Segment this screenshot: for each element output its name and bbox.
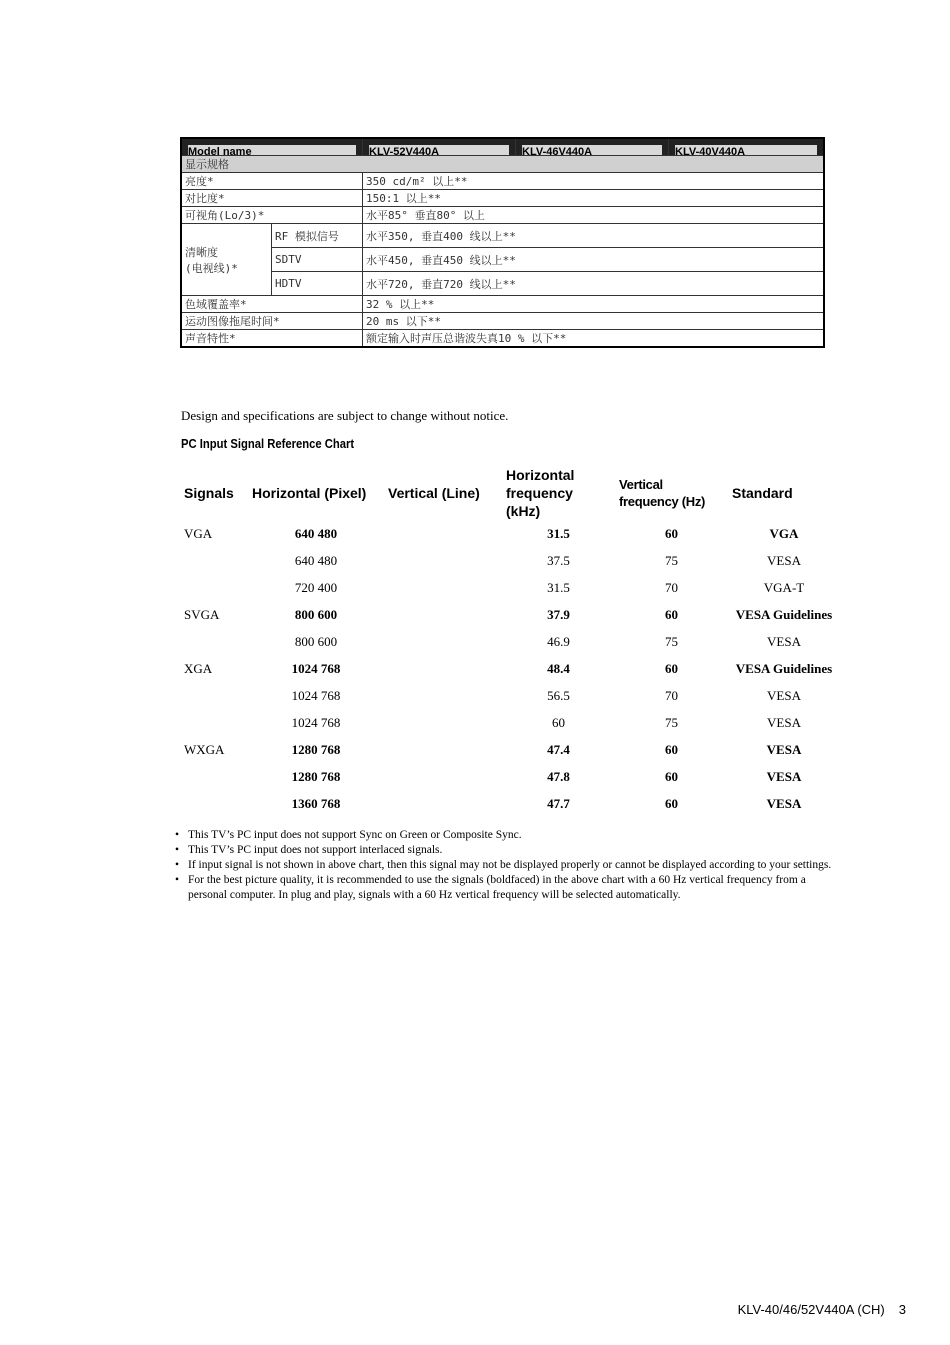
standard-cell: VESA: [766, 768, 802, 784]
spec-section-title: 显示规格: [181, 156, 824, 173]
vertical-frequency-cell: 60: [665, 768, 678, 784]
standard-cell: VESA Guidelines: [735, 606, 833, 622]
spec-section-row: [181, 156, 824, 173]
resolution-sub-label: SDTV: [272, 248, 363, 272]
vertical-line-cell: [384, 682, 502, 709]
header-standard: Standard: [732, 485, 793, 501]
header-horizontal-frequency: Horizontal frequency (kHz): [506, 467, 575, 519]
resolution-value: 水平720, 垂直720 线以上**: [363, 272, 825, 296]
note-text: This TV’s PC input does not support Sync on Green or Composite Sync.: [188, 829, 522, 841]
pc-table-body: [180, 520, 840, 817]
standard-cell: VESA: [767, 714, 801, 730]
signal-cell: [180, 790, 248, 817]
horizontal-frequency-cell: 31.5: [547, 579, 570, 595]
horizontal-pixel-cell: 1360 768: [291, 795, 341, 811]
horizontal-frequency-cell: 46.9: [547, 633, 570, 649]
standard-cell: VESA Guidelines: [735, 660, 833, 676]
footer-model: KLV-40/46/52V440A (CH): [737, 1302, 885, 1317]
resolution-value: 水平350, 垂直400 线以上**: [363, 224, 825, 248]
spec-header-row: [181, 138, 824, 156]
horizontal-pixel-cell: 1280 768: [291, 741, 341, 757]
signal-cell: [180, 628, 248, 655]
vertical-line-cell: [384, 736, 502, 763]
signal-cell: VGA: [184, 525, 213, 541]
table-row: [180, 547, 840, 574]
spec-row: [181, 207, 824, 224]
standard-cell: VGA: [769, 525, 799, 541]
table-row: [180, 736, 840, 763]
vertical-frequency-cell: 60: [665, 795, 678, 811]
resolution-label: [181, 224, 272, 296]
spec-value: 20 ms 以下**: [363, 313, 825, 330]
vertical-line-cell: [384, 547, 502, 574]
vertical-frequency-cell: 70: [665, 579, 678, 595]
standard-cell: VESA: [767, 552, 801, 568]
horizontal-pixel-cell: 640 480: [294, 552, 338, 568]
horizontal-pixel-cell: 1024 768: [291, 660, 341, 676]
spec-row: [181, 190, 824, 207]
signal-cell: WXGA: [184, 741, 225, 757]
vertical-frequency-cell: 70: [665, 687, 678, 703]
header-signals: Signals: [184, 485, 234, 501]
resolution-sub-label: RF 模拟信号: [272, 224, 363, 248]
horizontal-frequency-cell: 31.5: [547, 525, 570, 541]
vertical-line-cell: [384, 520, 502, 547]
standard-cell: VESA: [766, 795, 802, 811]
horizontal-frequency-cell: 37.9: [547, 606, 570, 622]
pc-table-header-row: [180, 466, 840, 520]
note-text: This TV’s PC input does not support interlaced signals.: [188, 844, 443, 856]
vertical-line-cell: [384, 763, 502, 790]
spec-value: 150:1 以上**: [363, 190, 825, 207]
pc-signal-table: [180, 466, 840, 817]
spec-label: 运动图像拖尾时间*: [181, 313, 363, 330]
spec-table: [180, 137, 825, 348]
spec-header-klv46: KLV-46V440A: [516, 138, 669, 156]
horizontal-frequency-cell: 47.7: [547, 795, 570, 811]
bullet-icon: •: [175, 829, 180, 841]
resolution-sub-label: HDTV: [272, 272, 363, 296]
spec-value: 32 % 以上**: [363, 296, 825, 313]
table-row: [180, 655, 840, 682]
spec-row: [181, 248, 824, 272]
spec-header-model-name: Model name: [181, 138, 363, 156]
signal-cell: [180, 709, 248, 736]
spec-row: [181, 272, 824, 296]
spec-row: [181, 330, 824, 348]
list-item: [175, 873, 835, 903]
horizontal-frequency-cell: 48.4: [547, 660, 570, 676]
vertical-frequency-cell: 60: [665, 606, 678, 622]
resolution-value: 水平450, 垂直450 线以上**: [363, 248, 825, 272]
vertical-line-cell: [384, 790, 502, 817]
spec-header-klv40: KLV-40V440A: [669, 138, 825, 156]
horizontal-frequency-cell: 60: [552, 714, 565, 730]
vertical-frequency-cell: 75: [665, 633, 678, 649]
standard-cell: VESA: [767, 633, 801, 649]
table-row: [180, 763, 840, 790]
notes-list: [175, 828, 835, 903]
spec-header-klv52: KLV-52V440A: [363, 138, 516, 156]
resolution-label-line2: (电视线)*: [185, 261, 238, 275]
horizontal-frequency-cell: 56.5: [547, 687, 570, 703]
horizontal-pixel-cell: 800 600: [294, 633, 338, 649]
page-footer: [738, 1302, 906, 1317]
standard-cell: VGA-T: [763, 579, 805, 595]
standard-cell: VESA: [766, 741, 802, 757]
table-row: [180, 709, 840, 736]
spec-label: 对比度*: [181, 190, 363, 207]
page-number: 3: [898, 1302, 906, 1317]
horizontal-frequency-cell: 47.4: [547, 741, 570, 757]
horizontal-pixel-cell: 1280 768: [291, 768, 341, 784]
horizontal-frequency-cell: 37.5: [547, 552, 570, 568]
standard-cell: VESA: [767, 687, 801, 703]
vertical-frequency-cell: 60: [665, 525, 678, 541]
signal-cell: [180, 547, 248, 574]
list-item: [175, 843, 835, 858]
vertical-line-cell: [384, 628, 502, 655]
vertical-frequency-cell: 60: [665, 741, 678, 757]
bullet-icon: •: [175, 874, 180, 886]
spec-label: 可视角(Lo/3)*: [181, 207, 363, 224]
horizontal-pixel-cell: 800 600: [294, 606, 338, 622]
header-vertical-line: Vertical (Line): [388, 485, 480, 501]
signal-cell: [180, 682, 248, 709]
note-text: If input signal is not shown in above chart, then this signal may not be displayed properly or cannot be displayed according to your settings.: [188, 859, 832, 871]
table-row: [180, 790, 840, 817]
vertical-line-cell: [384, 709, 502, 736]
resolution-label-line1: 清晰度: [185, 245, 218, 259]
bullet-icon: •: [175, 844, 180, 856]
list-item: [175, 828, 835, 843]
table-row: [180, 601, 840, 628]
bullet-icon: •: [175, 859, 180, 871]
spec-value: 额定输入时声压总谐波失真10 % 以下**: [363, 330, 825, 348]
table-row: [180, 628, 840, 655]
spec-value: 350 cd/m² 以上**: [363, 173, 825, 190]
spec-row: [181, 296, 824, 313]
spec-row: [181, 224, 824, 248]
horizontal-pixel-cell: 1024 768: [291, 687, 341, 703]
vertical-line-cell: [384, 574, 502, 601]
spec-label: 亮度*: [181, 173, 363, 190]
spec-row: [181, 173, 824, 190]
spec-label: 声音特性*: [181, 330, 363, 348]
header-vertical-frequency: Vertical frequency (Hz): [619, 477, 706, 509]
horizontal-frequency-cell: 47.8: [547, 768, 570, 784]
spec-row: [181, 313, 824, 330]
chart-title: PC Input Signal Reference Chart: [181, 437, 355, 451]
spec-label: 色域覆盖率*: [181, 296, 363, 313]
signal-cell: XGA: [184, 660, 213, 676]
signal-cell: SVGA: [184, 606, 220, 622]
vertical-line-cell: [384, 601, 502, 628]
horizontal-pixel-cell: 720 400: [294, 579, 338, 595]
vertical-frequency-cell: 60: [665, 660, 678, 676]
table-row: [180, 574, 840, 601]
horizontal-pixel-cell: 640 480: [294, 525, 338, 541]
horizontal-pixel-cell: 1024 768: [291, 714, 341, 730]
signal-cell: [180, 763, 248, 790]
vertical-line-cell: [384, 655, 502, 682]
spec-value: 水平85° 垂直80° 以上: [363, 207, 825, 224]
table-row: [180, 520, 840, 547]
vertical-frequency-cell: 75: [665, 714, 678, 730]
list-item: [175, 858, 835, 873]
header-horizontal-pixel: Horizontal (Pixel): [252, 485, 367, 501]
vertical-frequency-cell: 75: [665, 552, 678, 568]
signal-cell: [180, 574, 248, 601]
table-row: [180, 682, 840, 709]
spec-change-notice: Design and specifications are subject to change without notice.: [181, 408, 509, 423]
note-text: For the best picture quality, it is recommended to use the signals (boldfaced) in the above chart with a 60 Hz vertical frequency from a personal computer. In plug and play, signals with a 60 Hz vertical frequency will be selected automatically.: [188, 874, 806, 901]
